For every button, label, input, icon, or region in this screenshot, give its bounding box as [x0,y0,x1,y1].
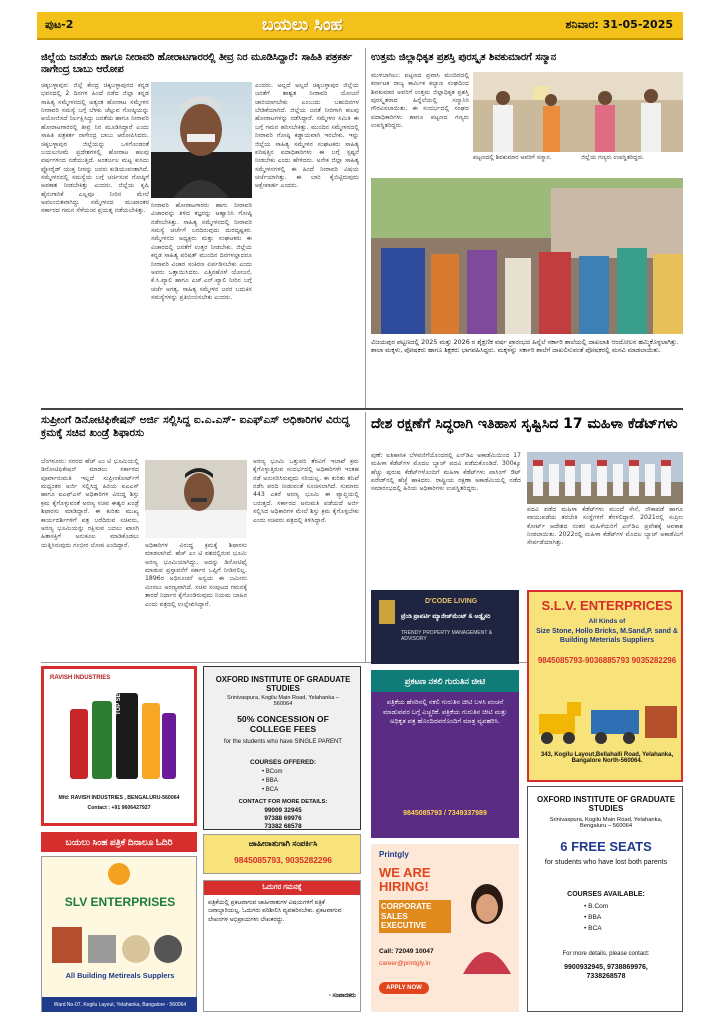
slv-om-icon [108,863,130,885]
slv2-tag: All Building Metireals Supplers [65,971,175,980]
fake-body: ಪತ್ರಿಕೆಯ ಹೆಸರಿನಲ್ಲಿ ನಕಲಿ ಗುರುತಿನ ಚೀಟಿ ಬಳಸಿ ವಂಚನೆ ಮಾಡುವವರ ಬಗ್ಗೆ ಎಚ್ಚರಿಕೆ. ಪತ್ರಿಕೆಯ ಗುರುತಿನ ಚೀಟಿ ಮತ್ತು ಅಧಿಕೃತ ಪತ್ರ ಹೊಂದಿದವರೊಂದಿಗೆ ಮಾತ್ರ ವ್ಯವಹರಿಸಿ. [383,699,507,726]
slv-items: Size Stone, Hollo Bricks, M.Sand,P. sand & Building Meterials Suppliers [536,628,678,644]
subscribe-ad-body [41,856,197,1012]
cadets-col2: ಪದವಿ ಪಡೆದ ಮಹಿಳಾ ಕೆಡೆಟ್‌ಗಳು ಮುಂದೆ ಸೇನೆ, ನೌಕಾಪಡೆ ಹಾಗೂ ವಾಯುಪಡೆಯ ತರಬೇತಿ ಸಂಸ್ಥೆಗಳಿಗೆ ತೆರಳಲಿದ್ದಾರೆ. 2021ರಲ್ಲಿ ಸುಪ್ರೀಂ ಕೋರ್ಟ್ ಆದೇಶದ ನಂತರ ಮಹಿಳೆಯರಿಗೆ ಎನ್‌ಡಿಎ ಪ್ರವೇಶಕ್ಕೆ ಅವಕಾಶ ನೀಡಲಾಯಿತು. 2022ರಲ್ಲಿ ಮಹಿಳಾ ಕೆಡೆಟ್‌ಗಳ ಮೊದಲ ಬ್ಯಾಚ್ ಅಕಾಡೆಮಿಗೆ ಸೇರ್ಪಡೆಯಾಗಿತ್ತು. [527,506,683,547]
fake-header: ಪ್ರಕಟಣ ನಕಲಿ ಗುರುತಿನ ಚೀಟಿ [371,670,519,692]
ravish-phone: Contact : +91 9606427927 [87,805,151,811]
ad-subscribe-slv [41,832,197,1012]
portrait-nagendra-babu [151,82,252,198]
oxford2-address: Srinivaspura, Kogilu Main Road, Yelahanka, Bengaluru – 560064 [549,817,663,829]
honour-caption-2: ಜಿಲ್ಲೆಯ ಗಣ್ಯರು ಉಪಸ್ಥಿತರಿದ್ದರು. [581,154,645,161]
printgly-role: CORPORATE SALES EXECUTIVE [379,900,451,933]
dcode-brand: D'CODE LIVING [425,598,478,605]
page-number: ಪುಟ-2 [45,18,74,31]
slv-dealers: All Kinds of [588,618,626,625]
notice-box [203,880,361,1012]
ad-oxford-concession [203,666,361,830]
contact-phones: 9845085793, 9035282296 [234,855,332,865]
dcode-en: TRENDY PROPERTY MANAGEMENT & ADVISORY [401,630,493,642]
paper-name: ಬಯಲು ಸಿಂಹ [262,15,343,35]
ad-ravish-industries [41,666,197,826]
ad-contact-notice [203,834,361,1012]
oxford2-course-1: • BBA [584,914,602,921]
ad-fake-id-notice [371,670,519,838]
oxford1-contact-title: CONTACT FOR MORE DETAILS: [238,799,328,805]
slv-address: 343, Kogilu Layout,Bellahalli Road, Yelahanka, Bangalore North-560064. [540,752,674,764]
construction-machines-image [533,688,681,748]
oxford1-phone-0: 99009 32945 [264,807,302,814]
dcode-kn: ಟ್ರೆಂಡಿ ಪ್ರಾಪರ್ಟಿ ಮ್ಯಾನೇಜ್‌ಮೆಂಟ್ & ಅಡ್ವೈಸರಿ [401,614,491,620]
oxford1-address: Srinivaspura, Kogilu Main Road, Yelahanka – 560064 [227,695,339,707]
headline-cadets: ದೇಶ ರಕ್ಷಣೆಗೆ ಸಿದ್ಧರಾಗಿ ಇತಿಹಾಸ ಸೃಷ್ಟಿಸಿದ 17 ಮಹಿಳಾ ಕೆಡೆಟ್‌ಗಳು [371,416,678,432]
water-col3: ಎಂದರು. ಅಲ್ಲದೆ ಅಲ್ಲದೆ ಚಿಕ್ಕಬಳ್ಳಾಪುರ ಜಿಲ್ಲೆಯ ಜನತೆಗೆ ಶಾಶ್ವತ ನೀರಾವರಿ ಯೋಜನೆ ಜಾರಿಯಾಗಬೇಕು ಎಂಬುದು ಬಹುದಿನಗಳ ಬೇಡಿಕೆಯಾಗಿದೆ. ಜಿಲ್ಲೆಯ ಜನತೆ ನೀರಿಗಾಗಿ ಹಲವು ಹೋರಾಟಗಳನ್ನು ನಡೆಸಿದ್ದಾರೆ. ಸಮ್ಮೇಳನ ಸಮಿತಿ ಈ ಬಗ್ಗೆ ಗಮನ ಹರಿಸಬೇಕಿತ್ತು. ಮುಂದಿನ ಸಮ್ಮೇಳನದಲ್ಲಿ ನೀರಾವರಿ ಗೋಷ್ಠಿ ಕಡ್ಡಾಯವಾಗಿ ಇರಬೇಕು. ಇನ್ನು ಜಿಲ್ಲೆಯ ಸಾಹಿತ್ಯ ಸಮ್ಮೇಳನ ಸಂಘಟಕರು ಸಾಹಿತ್ಯ ಪರಿಷತ್ತಿನ ಪದಾಧಿಕಾರಿಗಳು ಈ ಬಗ್ಗೆ ಸ್ಪಷ್ಟನೆ ನೀಡಬೇಕು ಎಂದು ಹೇಳಿದರು. ಅನೇಕ ಜಿಲ್ಲಾ ಸಾಹಿತ್ಯ ಸಮ್ಮೇಳನಗಳಲ್ಲಿ ಈ ಹಿಂದೆ ನೀರಾವರಿ ವಿಷಯ ಚರ್ಚೆಯಾಗಿತ್ತು. ಈ ಬಾರಿ ಕೈಬಿಟ್ಟಿರುವುದು ಆಕ್ಷೇಪಾರ್ಹ ಎಂದರು. [255,82,359,190]
headline-honour: ಉತ್ತಮ ಜಿಲ್ಲಾಧಿಕೃತ ಪ್ರಶಸ್ತಿ ಪುರಸ್ಕೃತ ಶಿವಕುಮಾರಗೆ ಸನ್ಮಾನ [371,52,557,63]
oxford2-for: for students who have lost both parents [544,859,668,866]
slv-name: S.L.V. ENTERPRICES [541,598,673,613]
oxford2-seats: 6 FREE SEATS [560,839,652,854]
oxford2-course-2: • BCA [584,925,602,932]
printgly-hiring: WE ARE HIRING! [379,865,431,895]
school-enrolment-photo [371,178,683,334]
oxford2-phones: 9900932945, 9738869976, 7338268578 [564,964,648,981]
issue-date: ಶನಿವಾರ: 31-05-2025 [565,18,673,31]
slv2-address: Ward No-07, Kogilu Layout, Yelahanka, Bangalore - 560064 [42,997,197,1012]
headline-court: ಸುಪ್ರೀಂಗೆ ಡಿನೋಟಿಫಿಕೇಷನ್ ಅರ್ಜಿ ಸಲ್ಲಿಸಿದ್ದ ಐ.ಎ.ಎಸ್- ಐಎಫ್‌ಎಸ್ ಅಧಿಕಾರಿಗಳ ವಿರುದ್ಧ ಕ್ರಮಕ್ಕೆ ಸಚಿವ ಖಂಡ್ರೆ ಶಿಫಾರಸು [41,414,350,439]
oxford1-course-0: • BCom [262,769,283,775]
oxford1-course-2: • BCA [262,787,279,793]
ad-dcode-living [371,590,519,664]
notice-sign: - ಸಂಪಾದಕರು [328,993,356,999]
honour-photo-1 [473,72,683,152]
school-enrolment-caption: ವಿಜಯಪುರ ಪಟ್ಟಣದಲ್ಲಿ 2025 ಮತ್ತು 2026 ರ ಶೈಕ್ಷಣಿಕ ವರ್ಷ ಪ್ರಾರಂಭದ ಹಿನ್ನೆಲೆ ಸರ್ಕಾರಿ ಶಾಲೆಯಲ್ಲಿ ದಾಖಲಾತಿ ಆಂದೋಲನ ಹಮ್ಮಿಕೊಳ್ಳಲಾಗಿತ್ತು. ಶಾಲಾ ಮಕ್ಕಳು, ಪೋಷಕರು ಹಾಗೂ ಶಿಕ್ಷಕರು ಭಾಗವಹಿಸಿದ್ದರು. ಮಕ್ಕಳನ್ನು ಸರ್ಕಾರಿ ಶಾಲೆಗೆ ದಾಖಲಿಸುವಂತೆ ಪೋಷಕರಲ್ಲಿ ಮನವಿ ಮಾಡಲಾಯಿತು. [371,338,679,355]
portrait-minister-khandre [145,460,247,538]
printgly-apply-button: APPLY NOW [379,982,429,994]
oxford1-courses-title: COURSES OFFERED: [249,759,317,766]
cadets-col1: ಪುಣೆ: ಐತಿಹಾಸಿಕ ಬೆಳವಣಿಗೆಯೊಂದರಲ್ಲಿ ಎನ್‌ಡಿಎ ಅಕಾಡೆಮಿಯಿಂದ 17 ಮಹಿಳಾ ಕೆಡೆಟ್‌ಗಳ ಮೊದಲ ಬ್ಯಾಚ್ ಪದವಿ ಪಡೆದುಕೊಂಡಿದೆ. 300ಕ್ಕೂ ಹೆಚ್ಚು ಪುರುಷ ಕೆಡೆಟ್‌ಗಳೊಂದಿಗೆ ಮಹಿಳಾ ಕೆಡೆಟ್‌ಗಳು ಪಾಸಿಂಗ್ ಔಟ್ ಪರೇಡ್‌ನಲ್ಲಿ ಹೆಜ್ಜೆ ಹಾಕಿದರು. ರಾಷ್ಟ್ರೀಯ ರಕ್ಷಣಾ ಅಕಾಡೆಮಿಯಲ್ಲಿ ನಡೆದ ಸಮಾರಂಭದಲ್ಲಿ ಹಿರಿಯ ಅಧಿಕಾರಿಗಳು ಉಪಸ್ಥಿತರಿದ್ದರು. [371,452,521,493]
oxford1-offer: 50% CONCESSION OF COLLEGE FEES [237,714,329,734]
honour-lead: ಮುಳಬಾಗಿಲು: ಪಟ್ಟಣದ ಪ್ರವಾಸಿ ಮಂದಿರದಲ್ಲಿ ಕರ್ನಾಟಕ ರಾಜ್ಯ ಕಾರ್ಮಿಕ ಕಲ್ಯಾಣ ಸಂಘದಿಂದ ಶಿವಕುಮಾರ ಅವರಿಗೆ ಉತ್ತಮ ಜಿಲ್ಲಾಧಿಕೃತ ಪ್ರಶಸ್ತಿ ಪುರಸ್ಕೃತರಾದ ಹಿನ್ನೆಲೆಯಲ್ಲಿ ಸನ್ಮಾನಿಸಿ ಗೌರವಿಸಲಾಯಿತು. ಈ ಸಂದರ್ಭದಲ್ಲಿ ಸಂಘದ ಪದಾಧಿಕಾರಿಗಳು ಹಾಗೂ ಪಟ್ಟಣದ ಗಣ್ಯರು ಉಪಸ್ಥಿತರಿದ್ದರು. [371,72,469,130]
oxford1-name: OXFORD INSTITUTE OF GRADUATE STUDIES [215,675,351,693]
ad-slv-enterprices [527,590,683,782]
court-col1: ಬೆಂಗಳೂರು: ನಗರದ ಹೆಚ್ ಎಂ ಟಿ ಭೂಮಿಯಲ್ಲಿ ಡಿನೋಟಿಫಿಕೇಷನ್ ಮಾಡಲು ಸರ್ಕಾರದ ಪೂರ್ವಾನುಮತಿ ಇಲ್ಲದೆ ಸುಪ್ರೀಂಕೋರ್ಟ್‌ಗೆ ಮಧ್ಯಂತರ ಅರ್ಜಿ ಸಲ್ಲಿಸಿದ್ದ ಹಿರಿಯ ಐಎಎಸ್ ಹಾಗೂ ಐಎಫ್‌ಎಸ್ ಅಧಿಕಾರಿಗಳ ವಿರುದ್ಧ ಶಿಸ್ತು ಕ್ರಮ ಕೈಗೊಳ್ಳುವಂತೆ ಅರಣ್ಯ ಸಚಿವ ಈಶ್ವರ ಖಂಡ್ರೆ ಶಿಫಾರಸು ಮಾಡಿದ್ದಾರೆ. ಈ ಕುರಿತು ಮುಖ್ಯ ಕಾರ್ಯದರ್ಶಿಗಳಿಗೆ ಪತ್ರ ಬರೆದಿರುವ ಸಚಿವರು, ಅರಣ್ಯ ಭೂಮಿಯನ್ನು ರಕ್ಷಿಸುವ ಬದಲು ಖಾಸಗಿ ಹಿತಾಸಕ್ತಿಗೆ ಅನುಕೂಲ ಮಾಡಿಕೊಡಲು ಯತ್ನಿಸಿರುವುದು ಗಂಭೀರ ಲೋಪ ಎಂದಿದ್ದಾರೆ. [41,458,139,549]
notice-body: ಪತ್ರಿಕೆಯಲ್ಲಿ ಪ್ರಕಟವಾಗುವ ಜಾಹೀರಾತುಗಳ ವಿಷಯಗಳಿಗೆ ಪತ್ರಿಕೆ ಜವಾಬ್ದಾರಿಯಲ್ಲ. ಓದುಗರು ಪರಿಶೀಲಿಸಿ ವ್ಯವಹರಿಸಬೇಕು. ಪ್ರಕಟವಾಗುವ ಲೇಖನಗಳ ಅಭಿಪ್ರಾಯಗಳು ಲೇಖಕರದ್ದು. [208,900,342,923]
water-col1: ಚಿಕ್ಕಬಳ್ಳಾಪುರ: ಜಿಲ್ಲೆ ಕೇಂದ್ರ ಚಿಕ್ಕಬಳ್ಳಾಪುರದ ಕನ್ನಡ ಭವನದಲ್ಲಿ 2 ದಿನಗಳ ಹಿಂದೆ ನಡೆದ ಜಿಲ್ಲಾ ಕನ್ನಡ ಸಾಹಿತ್ಯ ಸಮ್ಮೇಳನದಲ್ಲಿ ಅತ್ಯಂತ ಹೋರಾಟ ಸಮ್ಮೇಳನ ನೀರಾವರಿ ಸಮಸ್ಯೆ ಬಗ್ಗೆ ಬೆಳಕು ಚೆಲ್ಲುವ ಗೋಷ್ಠಿಯನ್ನು ಆಯೋಜಿಸದೆ ನಿರ್ಲಕ್ಷಿಸಿದ್ದು ಜನತೆಯ ಹಾಗೂ ನೀರಾವರಿ ಹೋರಾಟಗಾರರಲ್ಲಿ ತೀವ್ರ ನಿರ ಮೂಡಿಸಿದ್ದಾರೆ ಎಂದು ಸಾಹಿತಿ ಪತ್ರಕರ್ತ ನಾಗೇಂದ್ರ ಬಾಬು ಆರೋಪಿಸಿದರು. ಚಿಕ್ಕಬಳ್ಳಾಪುರ ಜಿಲ್ಲೆಯನ್ನು ಒಳಗೊಂಡಂತೆ ಬಯಲುಸೀಮೆ ಪ್ರದೇಶಗಳಲ್ಲಿ ಹೋರಾಟ ಹಲವು ವರ್ಷಗಳಿಂದ ನಡೆಯುತ್ತಿದೆ. ಅಂತರ್ಜಲ ಮಟ್ಟ ಕುಸಿದು ಫ್ಲೋರೈಡ್ ಯುಕ್ತ ನೀರನ್ನು ಜನರು ಕುಡಿಯುವಂತಾಗಿದೆ. ಸಮ್ಮೇಳನದಲ್ಲಿ ಸಮಸ್ಯೆಯ ಬಗ್ಗೆ ಚರ್ಚಿಸುವ ಗೋಷ್ಠಿಗೆ ಅವಕಾಶ ನೀಡಬೇಕಿತ್ತು ಎಂದರು. ಜಿಲ್ಲೆಯ ಕೃಷಿ ಹೈನುಗಾರಿಕೆ ಎಲ್ಲವೂ ನೀರಿನ ಮೇಲೆ ಅವಲಂಬಿತವಾಗಿದ್ದು ಸಮ್ಮೇಳನದ ಮುಖಾಂತರ ಸರ್ಕಾರದ ಗಮನ ಸೆಳೆಯುವ ಪ್ರಯತ್ನ ನಡೆಯಬೇಕಿತ್ತು. [41,82,149,215]
oxford1-phone-2: 73382 68578 [264,823,302,830]
ravish-product: TOP SEVEN [116,680,122,715]
headline-water: ಜಿಲ್ಲೆಯ ಜನತೆಯ ಹಾಗೂ ನೀರಾವರಿ ಹೋರಾಟಗಾರರಲ್ಲಿ ತೀವ್ರ ನಿರ ಮೂಡಿಸಿದ್ದಾರೆ: ಸಾಹಿತಿ ಪತ್ರಕರ್ತ ನಾಗೇಂದ್ರ ಬಾಬು ಆರೋಪ [41,52,353,75]
printgly-email: career@printgly.in [379,960,431,967]
product-bottles-image [66,691,178,787]
woman-photo [457,874,515,974]
oxford2-course-0: • B.Com [584,903,609,910]
newspaper-page [37,8,683,1014]
oxford2-name: OXFORD INSTITUTE OF GRADUATE STUDIES [536,795,676,813]
oxford1-phone-1: 97388 69976 [264,815,302,822]
oxford1-course-1: • BBA [262,778,278,784]
printgly-brand: Printgly [379,850,409,859]
slv2-name: SLV ENTERPRISES [64,895,176,909]
subscribe-banner: ಬಯಲು ಸಿಂಹ ಪತ್ರಿಕೆ ದಿನಾಲೂ ಓದಿರಿ [41,832,197,852]
dcode-building-icon [379,600,395,624]
ravish-brand: RAVISH INDUSTRIES [50,675,111,681]
cadets-photo [527,452,683,504]
contact-box [203,834,361,874]
building-materials-image [48,917,192,967]
oxford1-for: for the students who have SINGLE PARENT [224,739,342,745]
oxford2-courses-title: COURSES AVAILABLE: [567,891,645,898]
court-col3: ಅರಣ್ಯ ಭೂಮಿ ಒತ್ತುವರಿ ತೆರವಿಗೆ ಇಲಾಖೆ ಕ್ರಮ ಕೈಗೊಳ್ಳುತ್ತಿರುವ ಸಂದರ್ಭದಲ್ಲಿ ಅಧಿಕಾರಿಗಳೇ ಇಂತಹ ನಡೆ ಅನುಸರಿಸಿರುವುದು ಸರಿಯಲ್ಲ. ಈ ಕುರಿತು ತನಿಖೆ ನಡೆಸಿ ವರದಿ ನೀಡುವಂತೆ ಸೂಚಿಸಲಾಗಿದೆ. ಸುಮಾರು 443 ಎಕರೆ ಅರಣ್ಯ ಭೂಮಿ ಈ ವ್ಯಾಪ್ತಿಯಲ್ಲಿ ಬರುತ್ತದೆ. ಸರ್ಕಾರದ ಅನುಮತಿ ಪಡೆಯದೆ ಅರ್ಜಿ ಸಲ್ಲಿಸಿದ ಅಧಿಕಾರಿಗಳ ಮೇಲೆ ಶಿಸ್ತು ಕ್ರಮ ಕೈಗೊಳ್ಳಬೇಕು ಎಂದು ಸಚಿವರು ಪತ್ರದಲ್ಲಿ ತಿಳಿಸಿದ್ದಾರೆ. [253,458,359,524]
fake-phones: 9845085793 / 7349337989 [403,810,487,817]
water-col2: ನೀರಾವರಿ ಹೋರಾಟಗಾರರು ಹಾಗು ನೀರಾವರಿ ವಿಚಾರವನ್ನು ತಿಳಿದ ತಜ್ಞರನ್ನು ಆಹ್ವಾನಿಸಿ ಗೋಷ್ಠಿ ನಡೆಸಬೇಕಿತ್ತು. ಸಾಹಿತ್ಯ ಸಮ್ಮೇಳನದಲ್ಲಿ ನೀರಾವರಿ ಸಮಸ್ಯೆ ಚರ್ಚೆಗೆ ಬರದಿರುವುದು ದುರದೃಷ್ಟಕರ. ಸಮ್ಮೇಳನದ ಅಧ್ಯಕ್ಷರು ಮತ್ತು ಸಂಘಟಕರು ಈ ವಿಚಾರದಲ್ಲಿ ಜನತೆಗೆ ಉತ್ತರ ನೀಡಬೇಕು. ಜಿಲ್ಲೆಯ ಕನ್ನಡ ಸಾಹಿತ್ಯ ಪರಿಷತ್ ಮುಂದಿನ ದಿನಗಳಲ್ಲಾದರೂ ನೀರಾವರಿ ವಿಚಾರ ಸಂಕಿರಣ ಏರ್ಪಡಿಸಬೇಕು ಎಂದು ಅವರು ಒತ್ತಾಯಿಸಿದರು. ಎತ್ತಿನಹೊಳೆ ಯೋಜನೆ, ಕೆ.ಸಿ.ವ್ಯಾಲಿ ಹಾಗೂ ಎಚ್.ಎನ್.ವ್ಯಾಲಿ ನೀರಿನ ಬಗ್ಗೆ ಚರ್ಚೆ ಅಗತ್ಯ. ಸಾಹಿತ್ಯ ಸಮ್ಮೇಳನ ಜನರ ಬದುಕಿನ ಸಮಸ್ಯೆಗಳನ್ನು ಪ್ರತಿಬಿಂಬಿಸಬೇಕು ಎಂದರು. [151,202,252,301]
honour-caption-1: ಪಟ್ಟಣದಲ್ಲಿ ಶಿವಕುಮಾರ ಅವರಿಗೆ ಸನ್ಮಾನ. [473,154,552,161]
printgly-call: Call: 72049 10047 [379,948,434,955]
masthead [37,12,683,40]
oxford2-contact: For more details, please contact: [562,951,650,957]
ad-oxford-free-seats [527,786,683,1012]
ravish-address: Mfd: RAVISH INDUSTRIES , BENGALURU-560064 [58,795,180,801]
slv-phones: 9845085793-9036885793 9035282296 [537,656,677,665]
notice-header: ಓದುಗರ ಗಮನಕ್ಕೆ [204,881,360,895]
court-col2: ಅಧಿಕಾರಿಗಳ ವಿರುದ್ಧ ಕ್ರಮಕ್ಕೆ ಶಿಫಾರಸು ಮಾಡಲಾಗಿದೆ. ಹೆಚ್ ಎಂ ಟಿ ವಶದಲ್ಲಿರುವ ಭೂಮಿ ಅರಣ್ಯ ಭೂಮಿಯಾಗಿದ್ದು, ಅದನ್ನು ಡಿನೋಟಿಫೈ ಮಾಡುವ ಪ್ರಸ್ತಾವನೆಗೆ ಸರ್ಕಾರ ಒಪ್ಪಿಗೆ ನೀಡಿರಲಿಲ್ಲ. 1896ರ ಅಧಿಸೂಚನೆ ಅನ್ವಯ ಈ ಜಮೀನು ಮೀಸಲು ಅರಣ್ಯವಾಗಿದೆ. ಸಚಿವ ಸಂಪುಟದ ಗಮನಕ್ಕೆ ತಾರದೆ ನಿರ್ಧಾರ ಕೈಗೊಂಡಿರುವುದು ನಿಯಮ ಬಾಹಿರ ಎಂದು ಪತ್ರದಲ್ಲಿ ಉಲ್ಲೇಖಿಸಿದ್ದಾರೆ. [145,542,247,608]
ad-printgly-hiring [371,844,519,1012]
contact-header: ಜಾಹೀರಾತುಗಾಗಿ ಸಂಪರ್ಕಿಸಿ [248,839,318,848]
